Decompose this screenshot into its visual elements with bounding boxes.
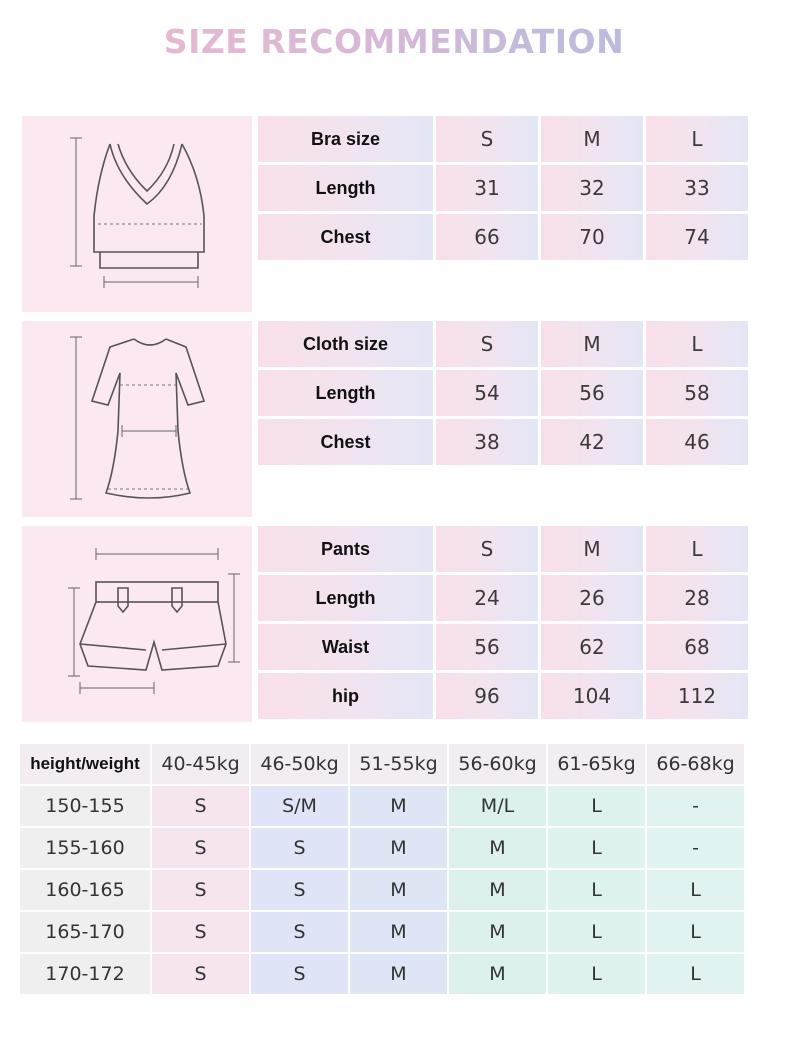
height-cell: 150-155	[20, 786, 150, 826]
table-cell: S	[436, 321, 538, 367]
size-cell: M	[350, 912, 447, 952]
cloth-size-label: Cloth size	[258, 321, 433, 367]
table-cell: L	[646, 321, 748, 367]
height-cell: 155-160	[20, 828, 150, 868]
size-cell: M	[350, 786, 447, 826]
size-cell: M	[449, 912, 546, 952]
hip-label: hip	[258, 673, 433, 719]
size-cell: M	[449, 828, 546, 868]
weight-header: 46-50kg	[251, 744, 348, 784]
table-cell: 96	[436, 673, 538, 719]
page-title: SIZE RECOMMENDATION	[0, 22, 788, 61]
size-cell: S	[152, 786, 249, 826]
weight-header: 66-68kg	[647, 744, 744, 784]
size-cell: M	[350, 954, 447, 994]
table-cell: 56	[541, 370, 643, 416]
table-cell: 58	[646, 370, 748, 416]
length-label: Length	[258, 575, 433, 621]
length-label: Length	[258, 165, 433, 211]
table-cell: 32	[541, 165, 643, 211]
size-cell: S/M	[251, 786, 348, 826]
table-cell: 42	[541, 419, 643, 465]
chest-label: Chest	[258, 419, 433, 465]
bra-size-table	[255, 113, 751, 263]
tshirt-illustration-panel	[22, 321, 252, 517]
table-cell: 56	[436, 624, 538, 670]
size-cell: -	[647, 828, 744, 868]
table-row	[20, 912, 744, 952]
table-row	[258, 116, 748, 162]
pants-size-table	[255, 523, 751, 722]
table-cell: L	[646, 526, 748, 572]
height-weight-table	[18, 742, 746, 996]
size-cell: M	[449, 954, 546, 994]
table-cell: M	[541, 526, 643, 572]
table-cell: 54	[436, 370, 538, 416]
weight-header: 51-55kg	[350, 744, 447, 784]
table-header-row	[20, 744, 744, 784]
size-cell: L	[548, 870, 645, 910]
table-row	[258, 624, 748, 670]
size-cell: S	[152, 912, 249, 952]
size-cell: -	[647, 786, 744, 826]
table-row	[258, 165, 748, 211]
table-cell: M	[541, 321, 643, 367]
table-row	[258, 370, 748, 416]
table-cell: 66	[436, 214, 538, 260]
size-cell: L	[647, 870, 744, 910]
table-cell: 26	[541, 575, 643, 621]
size-cell: S	[152, 870, 249, 910]
table-row	[258, 575, 748, 621]
size-cell: L	[647, 912, 744, 952]
size-cell: S	[251, 954, 348, 994]
size-cell: S	[251, 828, 348, 868]
waist-label: Waist	[258, 624, 433, 670]
table-cell: L	[646, 116, 748, 162]
size-cell: S	[152, 954, 249, 994]
table-cell: 70	[541, 214, 643, 260]
table-row	[258, 526, 748, 572]
sports-bra-icon	[22, 116, 252, 312]
size-cell: L	[548, 786, 645, 826]
table-cell: 68	[646, 624, 748, 670]
shorts-icon	[22, 526, 252, 722]
weight-header: 56-60kg	[449, 744, 546, 784]
table-cell: S	[436, 526, 538, 572]
chest-label: Chest	[258, 214, 433, 260]
size-cell: L	[647, 954, 744, 994]
table-row	[258, 321, 748, 367]
weight-header: 40-45kg	[152, 744, 249, 784]
table-row	[20, 786, 744, 826]
length-label: Length	[258, 370, 433, 416]
table-row	[20, 954, 744, 994]
table-row	[258, 419, 748, 465]
size-cell: L	[548, 954, 645, 994]
table-row	[258, 673, 748, 719]
size-cell: L	[548, 912, 645, 952]
size-cell: M	[350, 870, 447, 910]
size-cell: L	[548, 828, 645, 868]
table-cell: 28	[646, 575, 748, 621]
tshirt-icon	[22, 321, 252, 517]
table-cell: 24	[436, 575, 538, 621]
table-cell: 112	[646, 673, 748, 719]
size-cell: M	[449, 870, 546, 910]
table-cell: S	[436, 116, 538, 162]
shorts-illustration-panel	[22, 526, 252, 722]
table-cell: 38	[436, 419, 538, 465]
table-cell: 31	[436, 165, 538, 211]
size-cell: S	[251, 870, 348, 910]
cloth-size-table	[255, 318, 751, 468]
size-cell: M	[350, 828, 447, 868]
pants-label: Pants	[258, 526, 433, 572]
height-weight-header: height/weight	[20, 744, 150, 784]
table-cell: M	[541, 116, 643, 162]
bra-size-label: Bra size	[258, 116, 433, 162]
size-cell: S	[152, 828, 249, 868]
table-row	[20, 870, 744, 910]
table-cell: 62	[541, 624, 643, 670]
table-cell: 46	[646, 419, 748, 465]
table-cell: 104	[541, 673, 643, 719]
table-row	[258, 214, 748, 260]
bra-illustration-panel	[22, 116, 252, 312]
height-cell: 160-165	[20, 870, 150, 910]
size-cell: M/L	[449, 786, 546, 826]
size-cell: S	[251, 912, 348, 952]
table-cell: 33	[646, 165, 748, 211]
table-cell: 74	[646, 214, 748, 260]
height-cell: 170-172	[20, 954, 150, 994]
weight-header: 61-65kg	[548, 744, 645, 784]
height-cell: 165-170	[20, 912, 150, 952]
table-row	[20, 828, 744, 868]
